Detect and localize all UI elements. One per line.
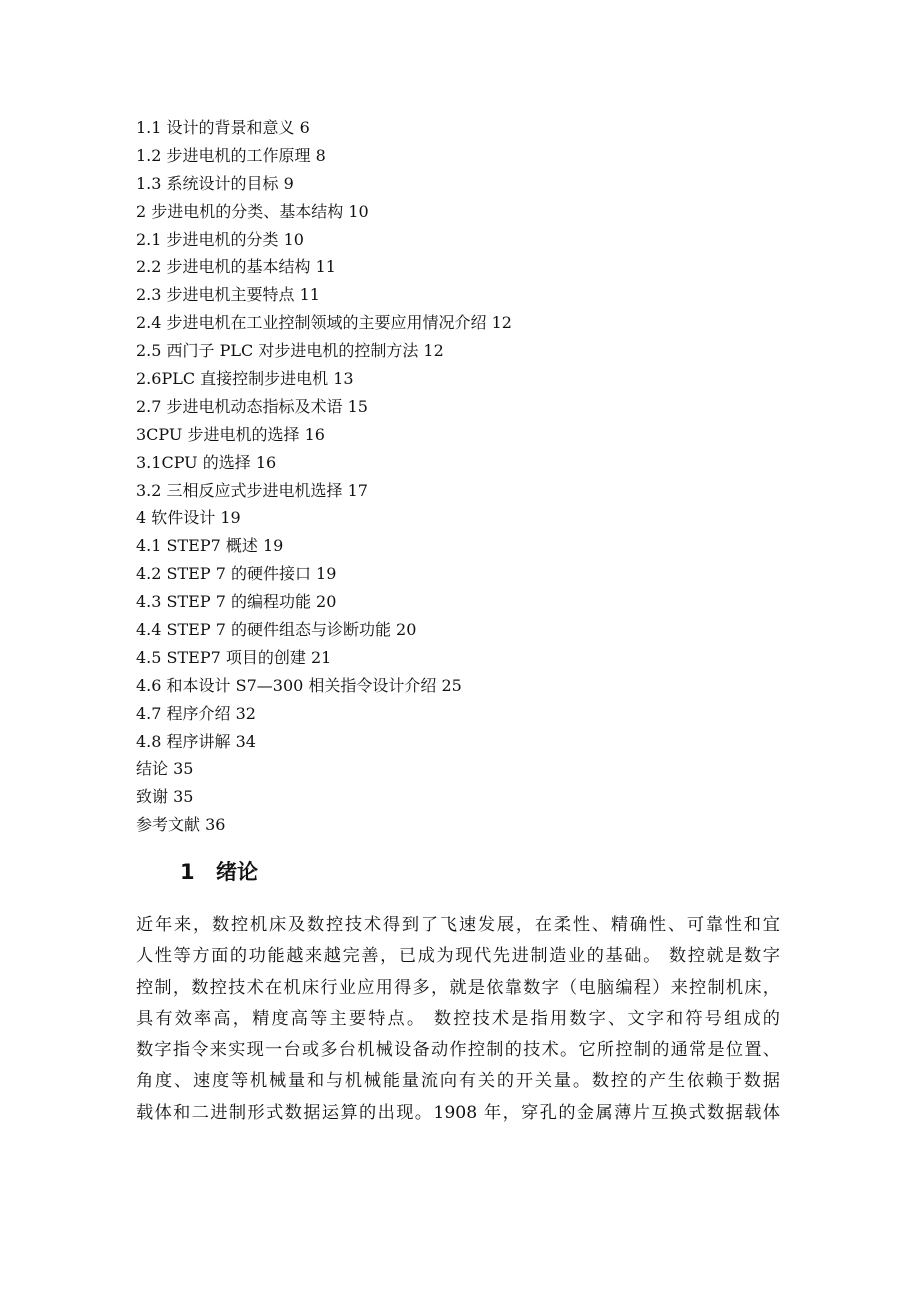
paragraph-line: 控制，数控技术在机床行业应用得多，就是依靠数字（电脑编程）来控制机床， [136,977,780,998]
toc-entry[interactable]: 2.1 步进电机的分类 10 [136,229,304,249]
toc-entry[interactable]: 4 软件设计 19 [136,508,241,528]
section-heading [180,852,258,892]
toc-entry[interactable]: 4.5 STEP7 项目的创建 21 [136,647,332,667]
toc-entry[interactable]: 2.7 步进电机动态指标及术语 15 [136,396,368,416]
toc-entry[interactable]: 2.5 西门子 PLC 对步进电机的控制方法 12 [136,341,444,361]
section-title: 绪论 [216,860,258,884]
toc-entry[interactable]: 3.1CPU 的选择 16 [136,452,277,472]
paragraph-line: 近年来，数控机床及数控技术得到了飞速发展，在柔性、精确性、可靠性和宜 [136,915,780,935]
paragraph-line: 人性等方面的功能越来越完善，已成为现代先进制造业的基础。 数控就是数字 [136,946,780,967]
toc-entry[interactable]: 4.3 STEP 7 的编程功能 20 [136,592,337,612]
toc-entry[interactable]: 2.4 步进电机在工业控制领域的主要应用情况介绍 12 [136,313,512,333]
toc-entry[interactable]: 2.3 步进电机主要特点 11 [136,285,320,305]
toc-entry[interactable]: 4.8 程序讲解 34 [136,731,256,751]
toc-entry[interactable]: 4.4 STEP 7 的硬件组态与诊断功能 20 [136,620,417,640]
toc-entry[interactable]: 4.2 STEP 7 的硬件接口 19 [136,564,337,584]
table-of-contents [136,114,836,839]
toc-entry[interactable]: 4.7 程序介绍 32 [136,703,256,723]
toc-entry[interactable]: 3.2 三相反应式步进电机选择 17 [136,480,368,500]
toc-entry[interactable]: 致谢 35 [136,787,194,807]
toc-entry[interactable]: 4.6 和本设计 S7—300 相关指令设计介绍 25 [136,675,462,695]
toc-entry[interactable]: 1.2 步进电机的工作原理 8 [136,145,326,165]
paragraph-line: 数字指令来实现一台或多台机械设备动作控制的技术。它所控制的通常是位置、 [136,1040,780,1061]
toc-entry[interactable]: 2.2 步进电机的基本结构 11 [136,257,336,277]
toc-entry[interactable]: 3CPU 步进电机的选择 16 [136,424,325,444]
toc-entry[interactable]: 结论 35 [136,759,194,779]
toc-entry[interactable]: 参考文献 36 [136,815,226,835]
paragraph-line: 具有效率高，精度高等主要特点。 数控技术是指用数字、文字和符号组成的 [136,1008,780,1029]
paragraph-line: 角度、速度等机械量和与机械能量流向有关的开关量。数控的产生依赖于数据 [136,1071,780,1092]
paragraph-line: 载体和二进制形式数据运算的出现。1908 年，穿孔的金属薄片互换式数据载体 [136,1102,780,1123]
toc-entry[interactable]: 1.1 设计的背景和意义 6 [136,118,310,137]
body-paragraph [136,910,780,1129]
toc-entry[interactable]: 2.6PLC 直接控制步进电机 13 [136,369,354,389]
section-number: 1 [180,860,195,884]
toc-entry[interactable]: 1.3 系统设计的目标 9 [136,173,294,193]
toc-entry[interactable]: 4.1 STEP7 概述 19 [136,536,284,556]
toc-entry[interactable]: 2 步进电机的分类、基本结构 10 [136,201,369,221]
